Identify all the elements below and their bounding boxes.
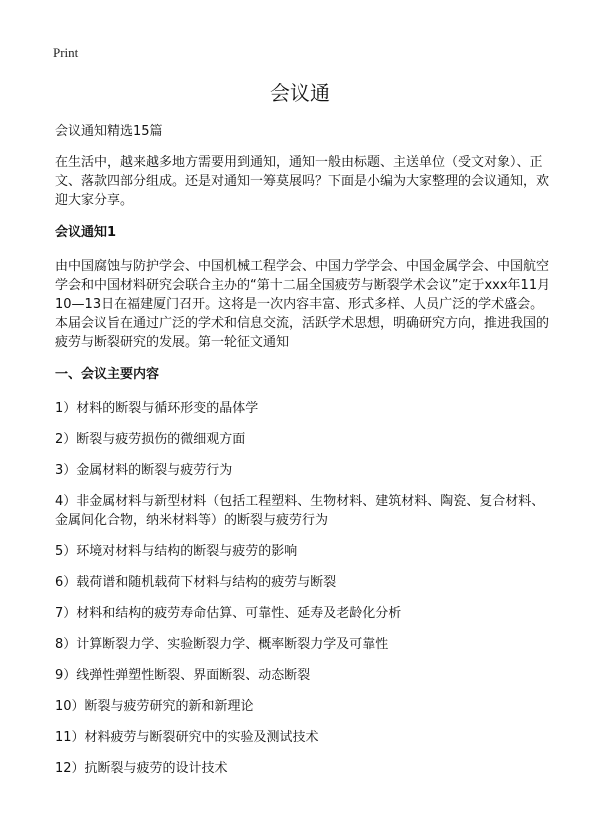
list-item: 8）计算断裂力学、实验断裂力学、概率断裂力学及可靠性: [55, 637, 389, 652]
list-item: 5）环境对材料与结构的断裂与疲劳的影响: [55, 544, 298, 559]
list-item: 1）材料的断裂与循环形变的晶体学: [55, 401, 259, 416]
list-item: 12）抗断裂与疲劳的设计技术: [55, 761, 228, 776]
list-item: 9）线弹性弹塑性断裂、界面断裂、动态断裂: [55, 668, 311, 683]
notice-heading: 会议通知1: [55, 225, 117, 240]
list-item: 7）材料和结构的疲劳寿命估算、可靠性、延寿及老龄化分析: [55, 606, 402, 621]
document-body: [55, 122, 555, 790]
list-item: 3）金属材料的断裂与疲劳行为: [55, 463, 233, 478]
intro-paragraph: 在生活中，越来越多地方需要用到通知，通知一般由标题、主送单位（受文对象）、正文、落款四部分组成。还是对通知一筹莫展吗？下面是小编为大家整理的会议通知，欢迎大家分享。: [55, 155, 550, 208]
list-item: 6）载荷谱和随机载荷下材料与结构的疲劳与断裂: [55, 575, 337, 590]
notice-paragraph: 由中国腐蚀与防护学会、中国机械工程学会、中国力学学会、中国金属学会、中国航空学会和中国材料研究会联合主办的“第十二届全国疲劳与断裂学术会议”定于xxx年11月10—13日在福建厦门召开。这将是一次内容丰富、形式多样、人员广泛的学术盛会。本届会议旨在通过广泛的学术和信息交流，活跃学术思想，明确研究方向，推进我国的疲劳与断裂研究的发展。第一轮征文通知: [55, 259, 551, 350]
list-item: 2）断裂与疲劳损伤的微细观方面: [55, 432, 246, 447]
section-heading: 一、会议主要内容: [55, 367, 160, 382]
document-subtitle: 会议通知精选15篇: [55, 124, 163, 139]
list-item: 11）材料疲劳与断裂研究中的实验及测试技术: [55, 730, 319, 745]
content-list: [55, 399, 555, 778]
document-title: 会议通: [270, 81, 330, 105]
print-link[interactable]: Print: [53, 45, 79, 60]
list-item: 10）断裂与疲劳研究的新和新理论: [55, 699, 254, 714]
list-item: 4）非金属材料与新型材料（包括工程塑料、生物材料、建筑材料、陶瓷、复合材料、金属间化合物，纳米材料等）的断裂与疲劳行为: [55, 494, 545, 528]
